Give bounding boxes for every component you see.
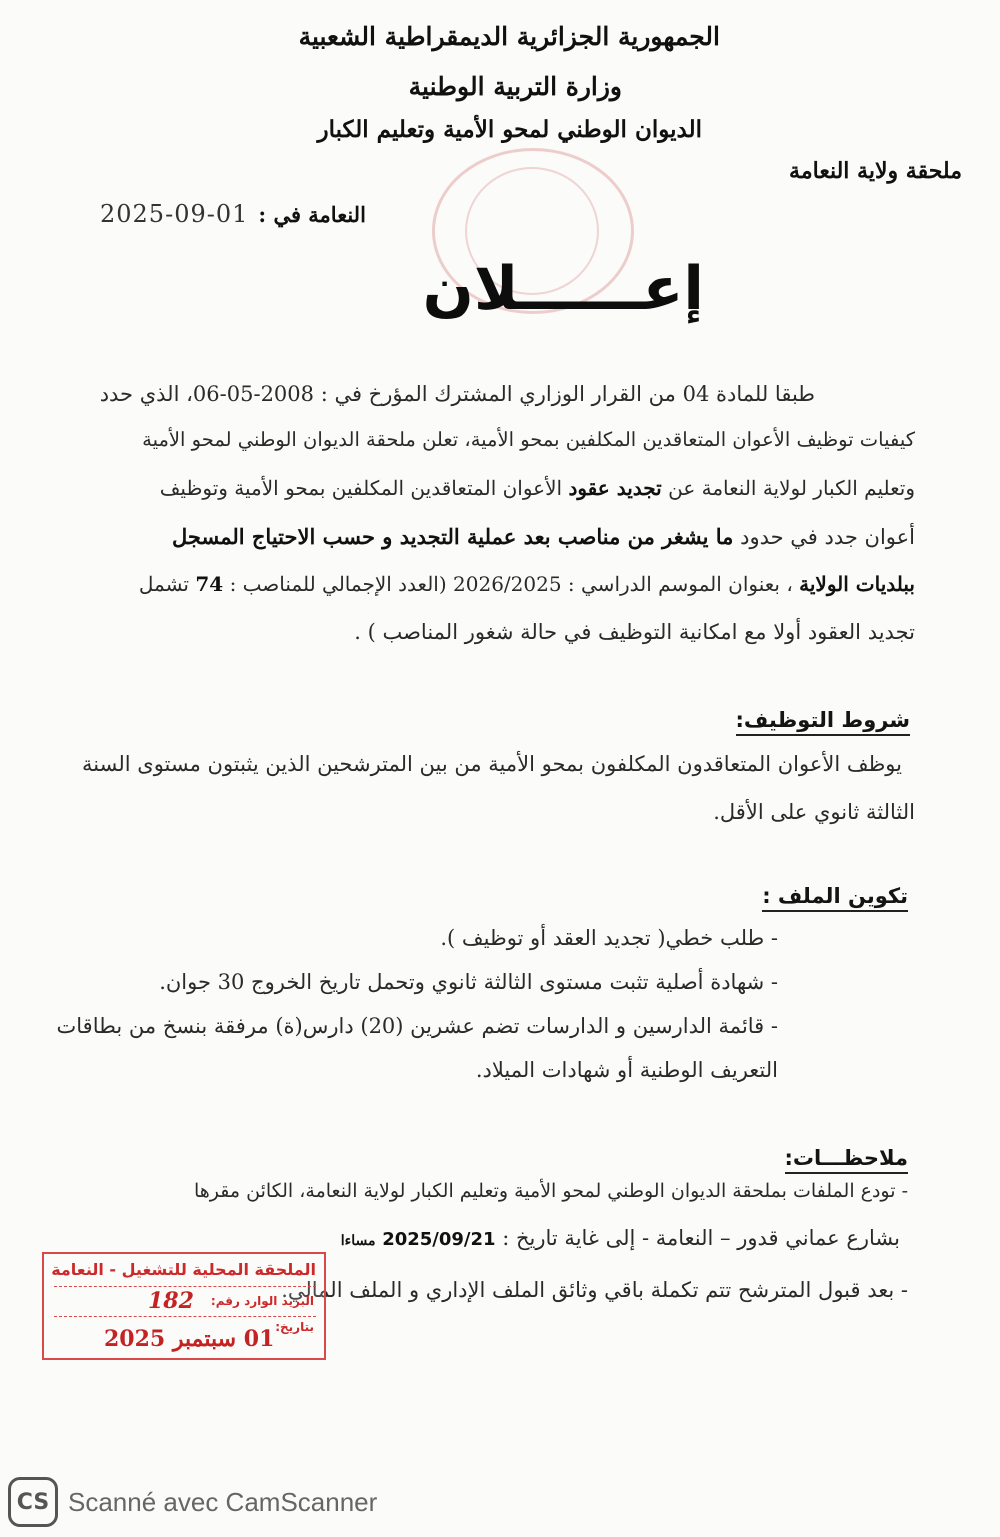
- intro-line-3b: الأعوان المتعاقدين المكلفين بمحو الأمية وتوظيف: [159, 476, 563, 500]
- header-republic: الجمهورية الجزائرية الديمقراطية الشعبية: [298, 22, 720, 51]
- intro-line-5b: تشمل: [138, 572, 189, 596]
- header-annex: ملحقة ولاية النعامة: [789, 158, 962, 184]
- file-item-2: - شهادة أصلية تثبت مستوى الثالثة ثانوي وتحمل تاريخ الخروج 30 جوان.: [159, 970, 778, 994]
- intro-line-5: [139, 572, 915, 596]
- page-title: إعــــــلان: [422, 254, 704, 324]
- notes-line-3: - بعد قبول المترشح تتم تكملة باقي وثائق الملف الإداري و الملف المالي.: [281, 1278, 908, 1302]
- conditions-heading: شروط التوظيف:: [736, 708, 910, 736]
- intro-line-2-text: كيفيات توظيف الأعوان المتعاقدين المكلفين بمحو الأمية، تعلن ملحقة الديوان الوطني لمحو الأمية: [142, 428, 915, 451]
- intro-line-5a: ، بعنوان الموسم الدراسي : 2026/2025 (العدد الإجمالي للمناصب :: [229, 572, 793, 596]
- conditions-line-1: يوظف الأعوان المتعاقدون المكلفون بمحو الأمية من بين المترشحين الذين يثبتون مستوى السنة: [82, 752, 902, 776]
- place-date: [100, 200, 366, 228]
- intro-line-4-bold: ما يشغر من مناصب بعد عملية التجديد و حسب الاحتياج المسجل: [172, 524, 734, 549]
- notes-line-2a: بشارع عماني قدور – النعامة - إلى غاية تاريخ :: [502, 1226, 900, 1250]
- total-posts-count: 74: [195, 572, 224, 596]
- intro-line-5-bold: ببلديات الولاية: [799, 572, 915, 596]
- conditions-line-2: الثالثة ثانوي على الأقل.: [713, 800, 915, 824]
- intro-line-3: [160, 476, 915, 500]
- notes-line-1: - تودع الملفات بملحقة الديوان الوطني لمحو الأمية وتعليم الكبار لولاية النعامة، الكائن مقرها: [193, 1180, 908, 1202]
- intro-line-2: [142, 428, 915, 451]
- stamp-date-label: بتاريخ:: [275, 1320, 314, 1334]
- stamp-title: الملحقة المحلية للتشغيل - النعامة: [51, 1260, 316, 1279]
- camscanner-text: Scanné avec CamScanner: [68, 1486, 378, 1517]
- stamp-mail-number: 182: [148, 1288, 194, 1314]
- file-item-3: - قائمة الدارسين و الدارسات تضم عشرين (20) دارس(ة) مرفقة بنسخ من بطاقات: [56, 1014, 778, 1038]
- header-ministry: وزارة التربية الوطنية: [408, 72, 622, 101]
- stamp-mail-label: البريد الوارد رقم:: [210, 1294, 314, 1308]
- notes-heading: ملاحظـــات:: [785, 1146, 908, 1174]
- notes-line-2: [341, 1226, 900, 1250]
- intro-line-6: تجديد العقود أولا مع امكانية التوظيف في حالة شغور المناصب ) .: [354, 620, 915, 644]
- intro-line-1: طبقا للمادة 04 من القرار الوزاري المشترك المؤرخ في : 2008-05-06، الذي حدد: [99, 382, 815, 406]
- camscanner-logo-icon: CS: [8, 1477, 58, 1527]
- intro-line-4a: أعوان جدد في حدود: [740, 525, 915, 549]
- stamp-date-value: 01 سبتمبر 2025: [104, 1326, 275, 1352]
- intro-line-3-bold: تجديد عقود: [568, 476, 662, 500]
- header-office: الديوان الوطني لمحو الأمية وتعليم الكبار: [317, 116, 702, 143]
- camscanner-footer: [8, 1476, 377, 1528]
- deadline-date: 2025/09/21: [382, 1229, 496, 1250]
- file-item-1: - طلب خطي( تجديد العقد أو توظيف ).: [440, 926, 778, 950]
- notes-line-2b: مساءا: [340, 1233, 376, 1249]
- intro-line-3a: وتعليم الكبار لولاية النعامة عن: [668, 476, 915, 500]
- file-item-4: التعريف الوطنية أو شهادات الميلاد.: [475, 1058, 778, 1082]
- intro-line-4: [172, 524, 915, 549]
- place-date-label: النعامة في :: [258, 202, 366, 227]
- reception-stamp: [42, 1252, 326, 1360]
- file-heading: تكوين الملف :: [762, 884, 908, 912]
- date-value: 2025-09-01: [100, 200, 249, 228]
